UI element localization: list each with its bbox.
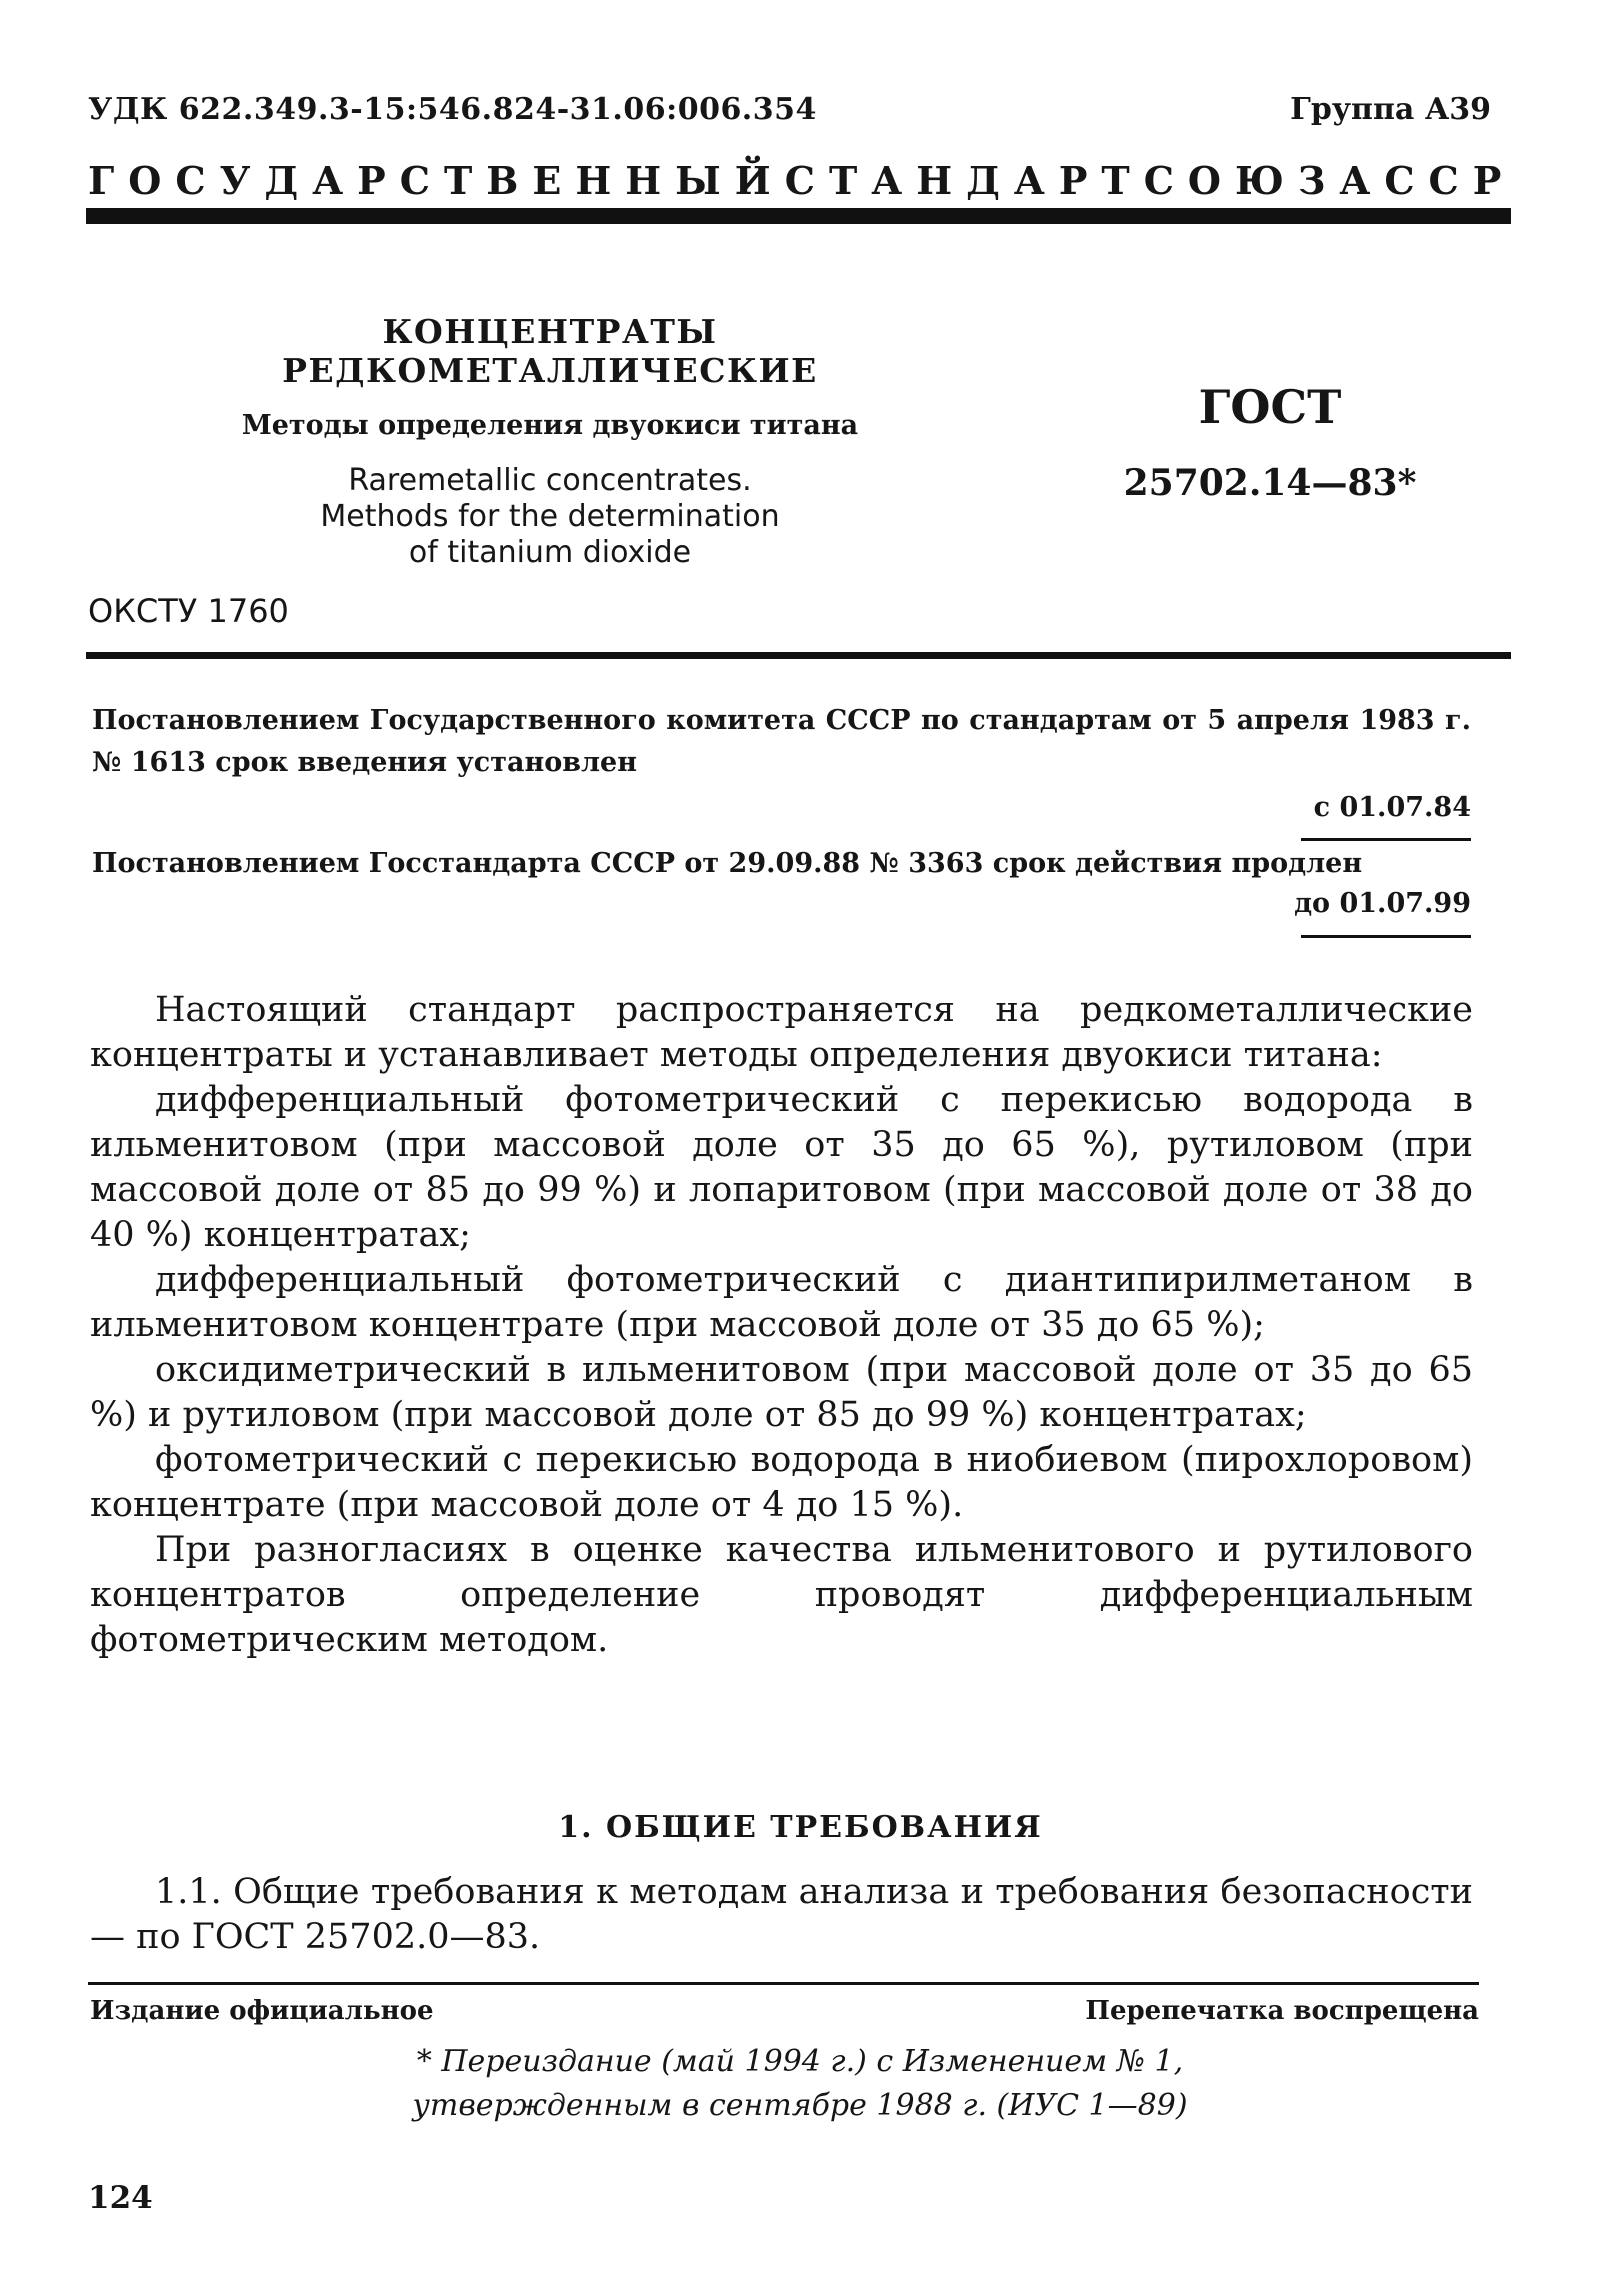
footer-divider [88,1982,1479,1985]
method-item: фотометрический с перекисью водорода в ниобиевом (пирохлоровом) концентрате (при массовой доле от 4 до 15 %). [90,1440,1473,1525]
banner-word: ССР [1384,158,1516,203]
method-item: дифференциальный фотометрический с перекисью водорода в ильменитовом (при массовой доле от 35 до 65 %), рутиловом (при массовой доле от 85 до 99 %) и лопаритовом (при массовой доле от 38 до 40 %) концентратах; [90,1080,1473,1255]
decree-extension: Постановлением Госстандарта СССР от 29.09.88 № 3363 срок действия продлен [92,848,1363,879]
english-title-line: Raremetallic concentrates. [348,463,752,498]
state-standard-banner [88,158,1516,203]
scope-intro: Настоящий стандарт распространяется на редкометаллические концентраты и устанавливает методы определения двуокиси титана: [90,990,1473,1075]
english-title-line: of titanium dioxide [408,535,692,570]
document-subtitle: Методы определения двуокиси титана [241,410,859,441]
reissue-line: * Переиздание (май 1994 г.) с Изменением № 1, [416,2044,1184,2079]
date-underline [1301,838,1471,841]
method-item: оксидиметрический в ильменитовом (при массовой доле от 35 до 65 %) и рутиловом (при массовой доле от 85 до 99 %) концентратах; [90,1350,1473,1435]
udk-code: УДК 622.349.3-15:546.824-31.06:006.354 [88,92,817,127]
english-title [120,463,980,571]
date-underline [1301,935,1471,938]
group-code: Группа А39 [1290,92,1491,127]
gost-number: 25702.14—83* [1123,462,1417,504]
document-title: КОНЦЕНТРАТЫ РЕДКОМЕТАЛЛИЧЕСКИЕ [282,312,818,390]
gost-designation [1040,380,1500,504]
extension-date: до 01.07.99 [1294,888,1471,919]
disagreement-note: При разногласиях в оценке качества ильменитового и рутилового концентратов определение проводят дифференциальным фотометрическим методом. [90,1530,1473,1660]
reissue-note [300,2040,1300,2128]
introduction-date: с 01.07.84 [1313,792,1471,823]
scope-paragraphs [90,988,1473,1663]
page-number: 124 [88,2180,153,2216]
official-edition: Издание официальное [90,1996,434,2026]
gost-label: ГОСТ [1198,380,1342,434]
section-heading: 1. ОБЩИЕ ТРЕБОВАНИЯ [558,1810,1043,1845]
method-item: дифференциальный фотометрический с диантипирилметаном в ильменитовом концентрате (при массовой доле от 35 до 65 %); [90,1260,1473,1345]
okstu-code: ОКСТУ 1760 [88,592,289,630]
banner-word: ГОСУДАРСТВЕННЫЙ [88,158,785,203]
banner-word: СТАНДАРТ [784,158,1144,203]
reprint-prohibited: Перепечатка воспрещена [1085,1996,1479,2026]
english-title-line: Methods for the determination [320,499,780,534]
section-divider [86,652,1511,659]
header-divider [86,208,1511,224]
decree-introduction: Постановлением Государственного комитета СССР по стандартам от 5 апреля 1983 г. № 1613 срок введения установлен [92,705,1471,778]
clause-1-1: 1.1. Общие требования к методам анализа и требования безопасности — по ГОСТ 25702.0—83. [90,1872,1473,1957]
banner-word: СОЮЗА [1143,158,1385,203]
reissue-line: утвержденным в сентябре 1988 г. (ИУС 1—89) [412,2088,1188,2123]
title-block [120,312,980,571]
